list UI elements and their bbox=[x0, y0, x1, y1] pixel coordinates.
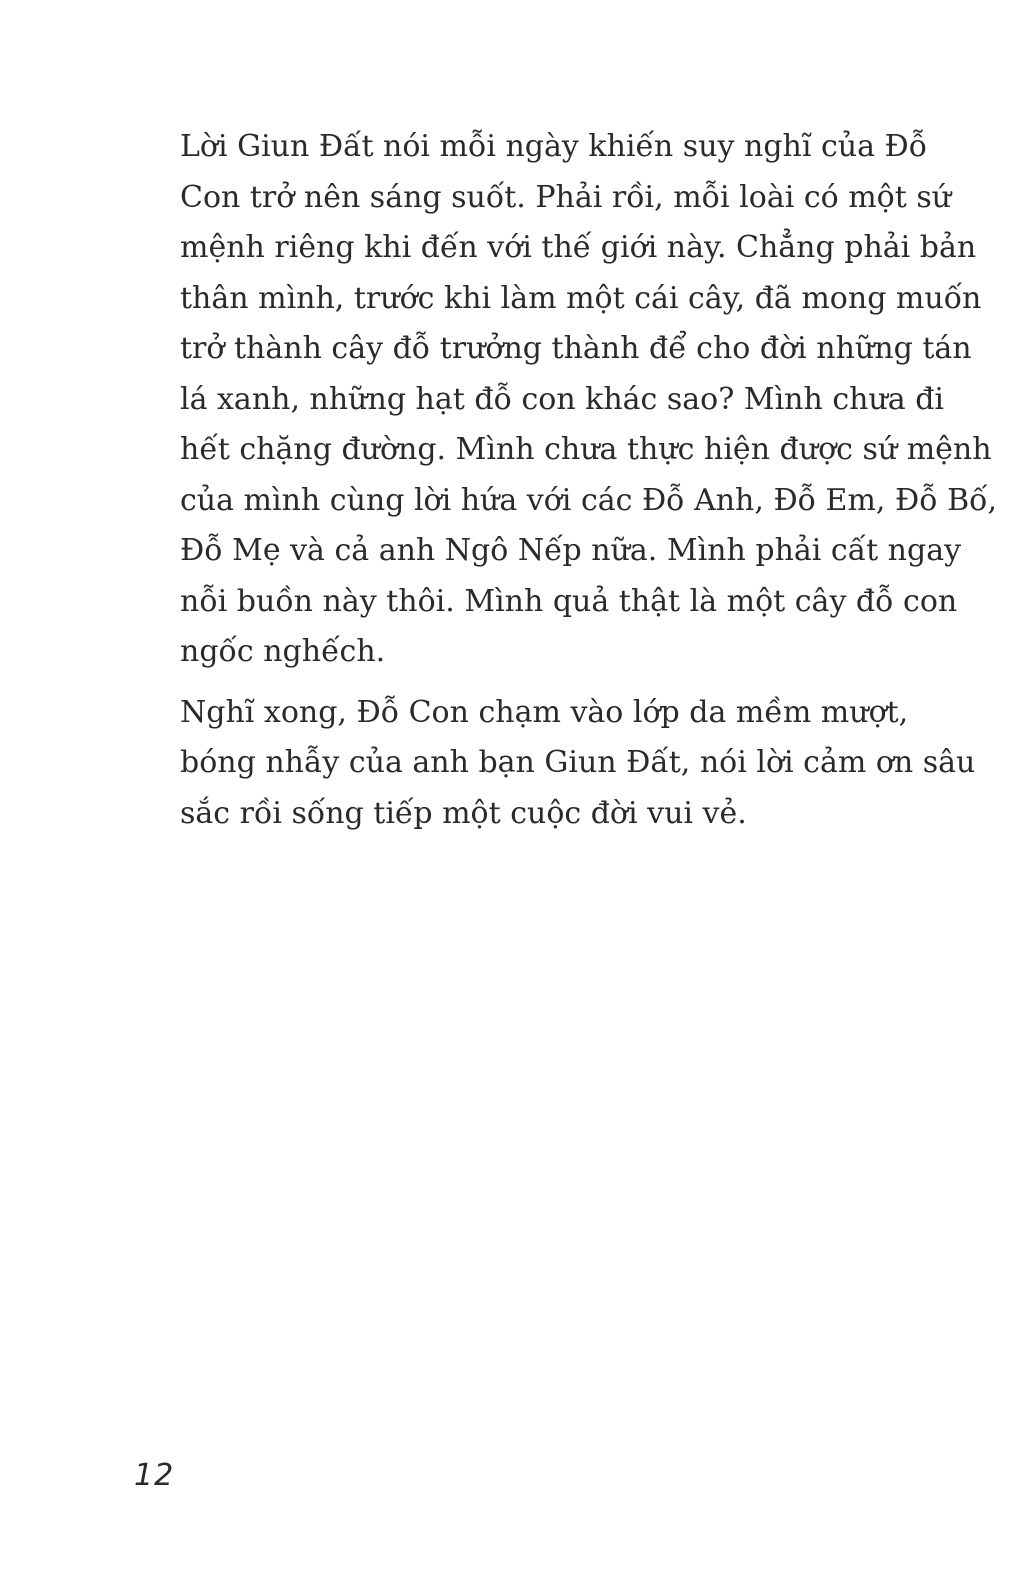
text-line: Lời Giun Đất nói mỗi ngày khiến suy nghĩ của Đỗ bbox=[180, 129, 928, 164]
text-line: Đỗ Mẹ và cả anh Ngô Nếp nữa. Mình phải cất ngay bbox=[180, 533, 962, 568]
text-line: trở thành cây đỗ trưởng thành để cho đời những tán bbox=[180, 331, 972, 366]
page-number: 12 bbox=[134, 1458, 175, 1493]
text-line: Con trở nên sáng suốt. Phải rồi, mỗi loài có một sứ bbox=[180, 179, 952, 215]
text-line: hết chặng đường. Mình chưa thực hiện được sứ mệnh bbox=[180, 432, 992, 467]
text-line: bóng nhẫy của anh bạn Giun Đất, nói lời cảm ơn sâu bbox=[180, 745, 976, 780]
text-line: lá xanh, những hạt đỗ con khác sao? Mình chưa đi bbox=[180, 381, 945, 417]
text-line: sắc rồi sống tiếp một cuộc đời vui vẻ. bbox=[180, 795, 747, 831]
body-text bbox=[133, 122, 998, 849]
text-line: nỗi buồn này thôi. Mình quả thật là một cây đỗ con bbox=[180, 583, 958, 619]
text-line: của mình cùng lời hứa với các Đỗ Anh, Đỗ Em, Đỗ Bố, bbox=[180, 482, 998, 518]
text-line: Nghĩ xong, Đỗ Con chạm vào lớp da mềm mượt, bbox=[180, 694, 909, 730]
paragraph-1 bbox=[133, 122, 998, 678]
text-line: thân mình, trước khi làm một cái cây, đã mong muốn bbox=[180, 280, 982, 316]
text-line: ngốc nghếch. bbox=[180, 634, 386, 669]
text-line: mệnh riêng khi đến với thế giới này. Chẳng phải bản bbox=[180, 230, 977, 265]
paragraph-2 bbox=[133, 688, 976, 840]
